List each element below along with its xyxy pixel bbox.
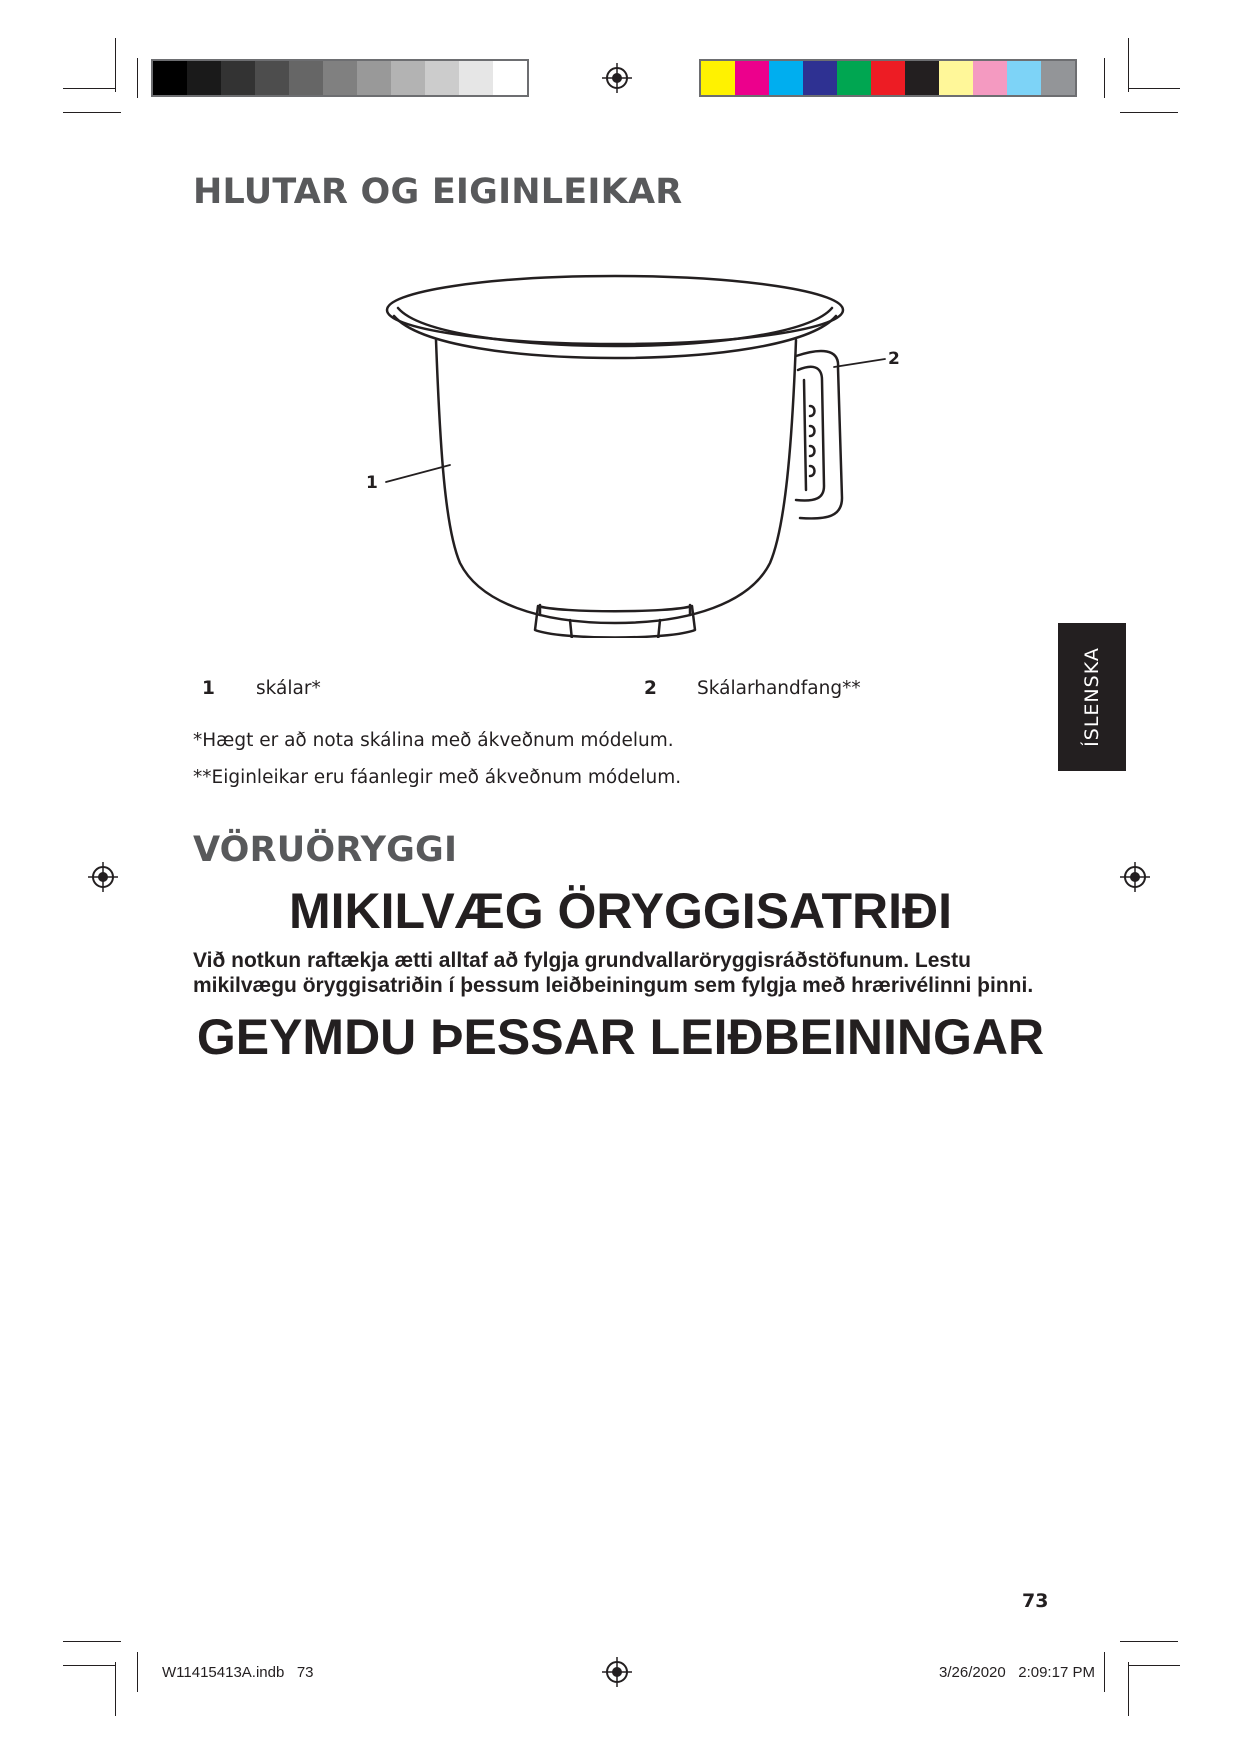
grayscale-color-bar bbox=[151, 59, 529, 97]
crop-mark bbox=[1128, 1665, 1180, 1666]
color-swatch bbox=[357, 61, 391, 95]
crop-mark bbox=[1104, 58, 1105, 98]
safety-intro-line: mikilvægu öryggisatriðin í þessum leiðbeiningum sem fylgja með hrærivélinni þinni. bbox=[193, 974, 1034, 997]
color-swatch bbox=[391, 61, 425, 95]
crop-mark bbox=[1128, 88, 1180, 89]
part-label: Skálarhandfang** bbox=[697, 678, 861, 699]
footer-timestamp: 3/26/2020 2:09:17 PM bbox=[939, 1664, 1095, 1681]
footnote: **Eiginleikar eru fáanlegir með ákveðnum módelum. bbox=[193, 767, 682, 788]
color-swatch bbox=[735, 61, 769, 95]
save-instructions-heading: GEYMDU ÞESSAR LEIÐBEININGAR bbox=[196, 1009, 1045, 1065]
crop-mark bbox=[115, 1662, 116, 1716]
color-swatch bbox=[459, 61, 493, 95]
color-swatch bbox=[803, 61, 837, 95]
color-swatch bbox=[255, 61, 289, 95]
language-tab bbox=[1058, 623, 1126, 771]
color-swatch bbox=[701, 61, 735, 95]
color-swatch bbox=[323, 61, 357, 95]
color-swatch bbox=[1041, 61, 1075, 95]
color-swatch bbox=[871, 61, 905, 95]
registration-mark-icon bbox=[602, 1657, 632, 1687]
crop-mark bbox=[1120, 1641, 1178, 1642]
crop-mark bbox=[63, 1641, 121, 1642]
color-swatch bbox=[769, 61, 803, 95]
safety-intro-line: Við notkun raftækja ætti alltaf að fylgja grundvallaröryggisráðstöfunum. Lestu bbox=[193, 949, 971, 972]
color-swatch bbox=[425, 61, 459, 95]
color-swatch bbox=[289, 61, 323, 95]
crop-mark bbox=[137, 58, 138, 98]
color-swatch bbox=[905, 61, 939, 95]
footer-file: W11415413A.indb 73 bbox=[162, 1664, 314, 1681]
part-number: 2 bbox=[644, 678, 657, 699]
crop-mark bbox=[137, 1652, 138, 1692]
color-swatch bbox=[187, 61, 221, 95]
crop-mark bbox=[63, 88, 115, 89]
process-color-bar bbox=[699, 59, 1077, 97]
language-tab-label: ÍSLENSKA bbox=[1081, 647, 1103, 747]
part-label: skálar* bbox=[256, 678, 321, 699]
crop-mark bbox=[1128, 1662, 1129, 1716]
color-swatch bbox=[837, 61, 871, 95]
page-number: 73 bbox=[1022, 1590, 1049, 1612]
footnote: *Hægt er að nota skálina með ákveðnum módelum. bbox=[193, 730, 674, 751]
crop-mark bbox=[1104, 1652, 1105, 1692]
important-safety-heading: MIKILVÆG ÖRYGGISATRIÐI bbox=[289, 883, 952, 939]
color-swatch bbox=[973, 61, 1007, 95]
crop-mark bbox=[63, 1665, 115, 1666]
callout-1: 1 bbox=[366, 473, 378, 493]
section-title: VÖRUÖRYGGI bbox=[193, 830, 458, 870]
crop-mark bbox=[115, 38, 116, 92]
color-swatch bbox=[493, 61, 527, 95]
section-title: HLUTAR OG EIGINLEIKAR bbox=[193, 172, 683, 212]
registration-mark-icon bbox=[602, 63, 632, 93]
crop-mark bbox=[63, 112, 121, 113]
crop-mark bbox=[1120, 112, 1178, 113]
color-swatch bbox=[153, 61, 187, 95]
color-swatch bbox=[1007, 61, 1041, 95]
crop-mark bbox=[1128, 38, 1129, 92]
bowl-diagram bbox=[360, 268, 920, 638]
safety-intro bbox=[193, 948, 1033, 998]
color-swatch bbox=[221, 61, 255, 95]
part-number: 1 bbox=[202, 678, 215, 699]
color-swatch bbox=[939, 61, 973, 95]
callout-2: 2 bbox=[888, 349, 900, 369]
